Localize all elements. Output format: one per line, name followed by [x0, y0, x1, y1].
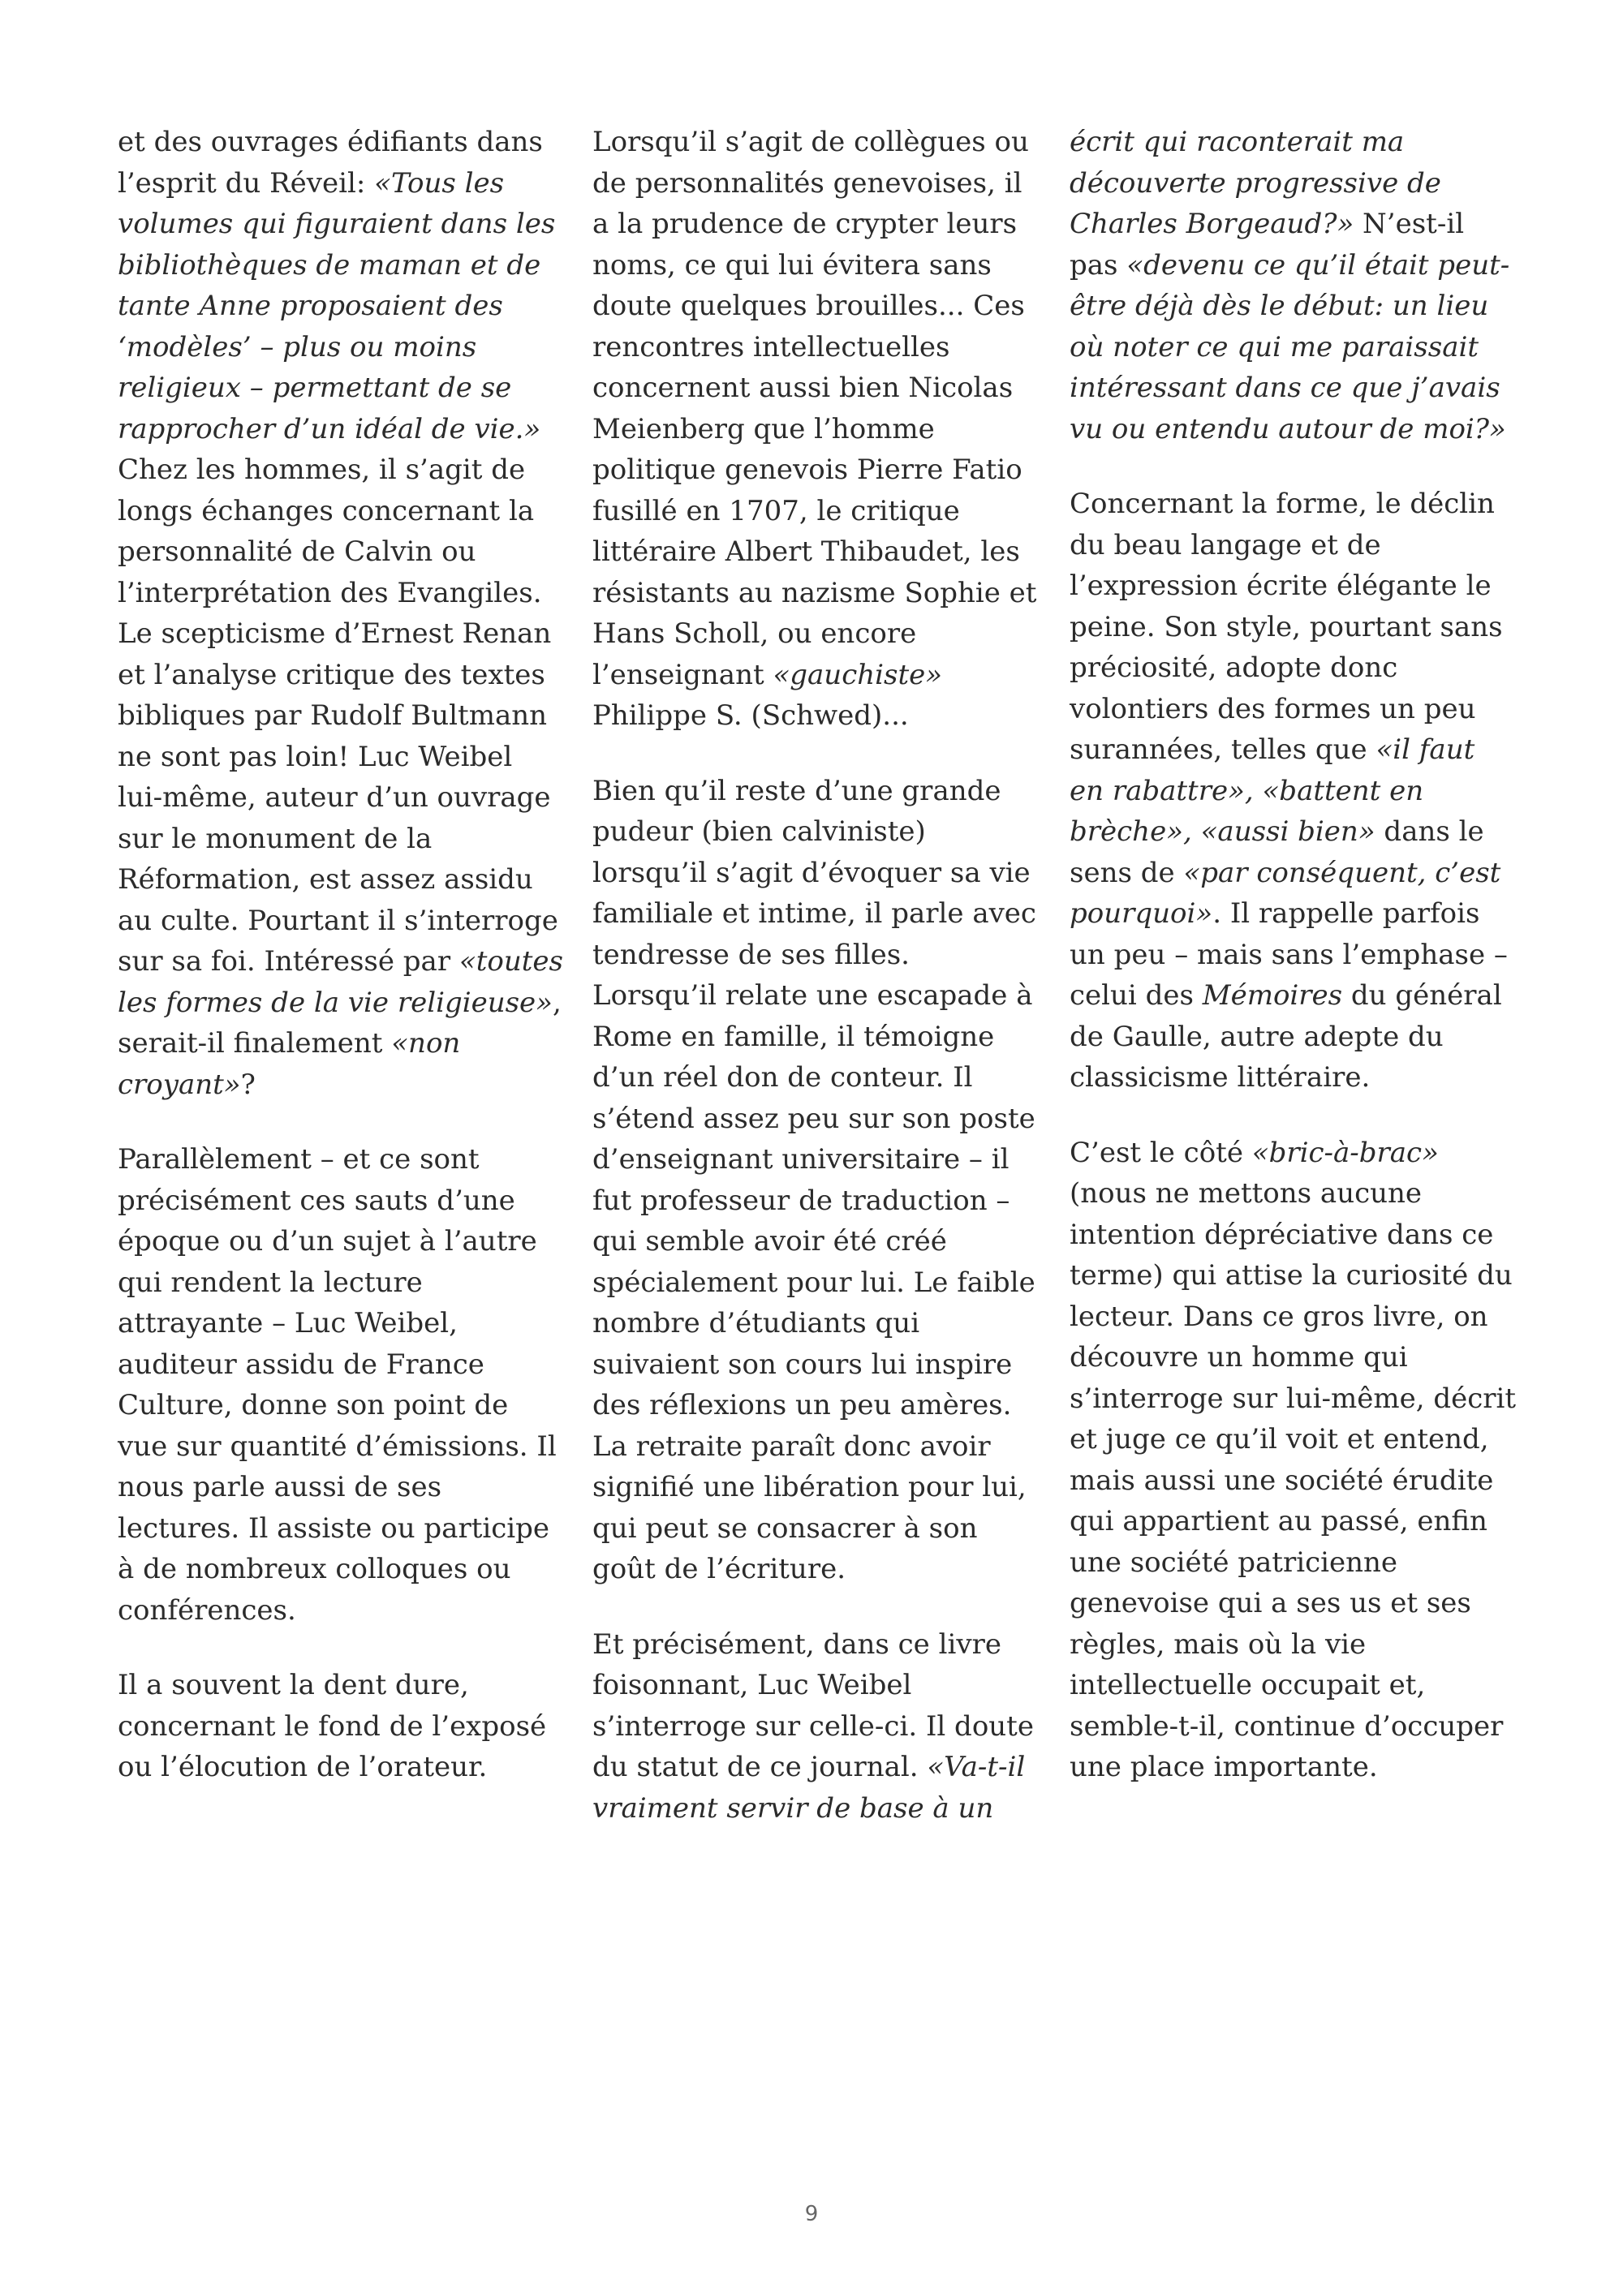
text-line — [118, 1023, 572, 1064]
text-line — [592, 1508, 1047, 1550]
text-line — [592, 1467, 1047, 1508]
text-run: de Gaulle, autre adepte du — [1070, 1020, 1444, 1053]
text-line — [592, 771, 1047, 812]
text-run: Réformation, est assez assidu — [118, 863, 533, 896]
text-run: Hans Scholl, ou encore — [592, 617, 917, 650]
italic-text: «gauchiste» — [773, 658, 943, 691]
text-run: goût de l’écriture. — [592, 1553, 846, 1585]
text-line — [1070, 853, 1524, 894]
paragraph — [118, 122, 572, 1105]
text-line — [118, 1385, 572, 1426]
text-line — [118, 531, 572, 573]
paragraph — [592, 1624, 1047, 1829]
paragraph — [1070, 1133, 1524, 1788]
text-run: Et précisément, dans ce livre — [592, 1627, 1001, 1661]
text-run: Chez les hommes, il s’agit de — [118, 454, 526, 486]
text-run: un peu – mais sans l’emphase – — [1070, 938, 1508, 971]
italic-text: Charles Borgeaud?» — [1070, 208, 1354, 240]
text-line — [1070, 771, 1524, 812]
text-run: de personnalités genevoises, il — [592, 166, 1022, 200]
text-run: et l’analyse critique des textes — [118, 658, 545, 691]
text-line — [592, 286, 1047, 327]
text-run: à de nombreux colloques ou — [118, 1553, 511, 1585]
text-run: qui rendent la lecture — [118, 1266, 423, 1299]
text-column-2 — [592, 122, 1047, 1863]
text-line — [118, 737, 572, 778]
text-run: (nous ne mettons aucune — [1070, 1177, 1423, 1210]
text-line — [1070, 1583, 1524, 1624]
text-line — [592, 163, 1047, 204]
text-line — [118, 368, 572, 409]
italic-text: «Tous les — [374, 166, 505, 200]
text-run: précisément ces sauts d’une — [118, 1184, 515, 1217]
text-line — [118, 1508, 572, 1550]
text-line — [1070, 729, 1524, 771]
text-run: s’étend assez peu sur son poste — [592, 1102, 1035, 1135]
text-line — [592, 853, 1047, 894]
text-line — [592, 204, 1047, 245]
text-line — [592, 409, 1047, 450]
text-run: Meienberg que l’homme — [592, 412, 935, 445]
text-run: s’interroge sur celle-ci. Il doute — [592, 1709, 1034, 1743]
text-line — [118, 1139, 572, 1180]
page-number: 9 — [804, 2202, 819, 2226]
text-run: C’est le côté — [1070, 1136, 1252, 1169]
text-line — [118, 1549, 572, 1590]
italic-text: en rabattre», «battent en — [1070, 774, 1424, 807]
text-line — [1070, 245, 1524, 286]
text-line — [118, 695, 572, 737]
text-line — [1070, 1624, 1524, 1666]
text-run: ne sont pas loin! Luc Weibel — [118, 740, 513, 773]
text-line — [118, 449, 572, 491]
text-line — [592, 449, 1047, 491]
text-run: du beau langage et de — [1070, 528, 1381, 561]
italic-text: religieux – permettant de se — [118, 372, 512, 404]
text-line — [592, 1624, 1047, 1666]
text-run: concernant le fond de l’exposé — [118, 1709, 547, 1743]
text-run: l’expression écrite élégante le — [1070, 570, 1492, 602]
text-run: Lorsqu’il relate une escapade à — [592, 979, 1033, 1012]
text-line — [118, 1747, 572, 1788]
text-run: fusillé en 1707, le critique — [592, 494, 960, 527]
text-run: lui-même, auteur d’un ouvrage — [118, 781, 551, 814]
text-run: l’esprit du Réveil: — [118, 166, 375, 200]
text-run: spécialement pour lui. Le faible — [592, 1266, 1035, 1299]
text-line — [118, 204, 572, 245]
text-line — [592, 1665, 1047, 1706]
italic-text: où noter ce qui me paraissait — [1070, 330, 1479, 363]
text-run: noms, ce qui lui évitera sans — [592, 248, 992, 282]
text-run: auditeur assidu de France — [118, 1348, 484, 1381]
text-run: d’enseignant universitaire – il — [592, 1143, 1010, 1176]
text-run: s’interroge sur lui-même, décrit — [1070, 1382, 1517, 1415]
text-run: , — [552, 986, 562, 1019]
text-run: rencontres intellectuelles — [592, 330, 950, 363]
text-line — [118, 122, 572, 163]
italic-text: découverte progressive de — [1070, 166, 1441, 200]
text-run: volontiers des formes un peu — [1070, 692, 1476, 725]
text-line — [118, 982, 572, 1024]
text-run: l’enseignant — [592, 658, 773, 691]
text-line — [118, 573, 572, 614]
text-run: sur sa foi. Intéressé par — [118, 945, 459, 978]
text-line — [1070, 689, 1524, 730]
text-line — [118, 1665, 572, 1706]
text-run: une société patricienne — [1070, 1546, 1398, 1579]
text-line — [118, 1180, 572, 1222]
text-run: Concernant la forme, le déclin — [1070, 488, 1495, 520]
text-line — [1070, 368, 1524, 409]
text-run: au culte. Pourtant il s’interroge — [118, 904, 558, 937]
text-line — [592, 695, 1047, 737]
text-line — [1070, 607, 1524, 648]
text-line — [118, 286, 572, 327]
text-line — [1070, 1133, 1524, 1174]
italic-text: vu ou entendu autour de moi?» — [1070, 412, 1506, 445]
text-line — [1070, 1501, 1524, 1542]
text-line — [1070, 811, 1524, 853]
text-line — [118, 859, 572, 901]
text-line — [592, 1057, 1047, 1099]
text-run: découvre un homme qui — [1070, 1341, 1408, 1374]
text-line — [1070, 525, 1524, 566]
text-run: intention dépréciative dans ce — [1070, 1218, 1494, 1251]
text-line — [1070, 1460, 1524, 1502]
italic-text: pourquoi» — [1070, 897, 1213, 930]
text-run: Il a souvent la dent dure, — [118, 1669, 469, 1701]
text-run: mais aussi une société érudite — [1070, 1464, 1494, 1497]
text-run: longs échanges concernant la — [118, 494, 535, 527]
text-run: bibliques par Rudolf Bultmann — [118, 699, 548, 732]
text-line — [1070, 565, 1524, 607]
text-run: lorsqu’il s’agit d’évoquer sa vie — [592, 856, 1031, 889]
text-run: et des ouvrages édifiants dans — [118, 126, 543, 158]
text-run: . Il rappelle parfois — [1212, 897, 1480, 930]
text-run: Parallèlement – et ce sont — [118, 1143, 480, 1176]
text-run: pudeur (bien calviniste) — [592, 815, 926, 848]
text-line — [1070, 893, 1524, 935]
italic-text: bibliothèques de maman et de — [118, 248, 541, 282]
text-line — [118, 1344, 572, 1386]
text-line — [1070, 327, 1524, 368]
italic-text: écrit qui raconterait ma — [1070, 126, 1405, 158]
text-line — [592, 1706, 1047, 1748]
text-line — [592, 1747, 1047, 1788]
text-run: concernent aussi bien Nicolas — [592, 372, 1014, 404]
text-run: préciosité, adopte donc — [1070, 651, 1398, 684]
text-column-3 — [1070, 122, 1524, 1822]
text-line — [592, 655, 1047, 696]
text-line — [592, 1788, 1047, 1829]
text-run: du statut de ce journal. — [592, 1751, 928, 1783]
text-run: vue sur quantité d’émissions. Il — [118, 1430, 557, 1463]
text-run: celui des — [1070, 979, 1203, 1012]
text-line — [1070, 935, 1524, 976]
text-run: fut professeur de traduction – — [592, 1184, 1010, 1217]
italic-text: vraiment servir de base à un — [592, 1791, 994, 1825]
text-run: serait-il finalement — [118, 1027, 392, 1060]
italic-text: être déjà dès le début: un lieu — [1070, 290, 1489, 322]
text-line — [1070, 163, 1524, 204]
text-run: personnalité de Calvin ou — [118, 535, 476, 568]
text-line — [1070, 1542, 1524, 1584]
text-run: tendresse de ses filles. — [592, 938, 910, 971]
text-line — [1070, 1378, 1524, 1420]
text-line — [1070, 1173, 1524, 1215]
text-run: peine. Son style, pourtant sans — [1070, 610, 1503, 643]
text-line — [1070, 1419, 1524, 1460]
italic-text: «non — [391, 1027, 461, 1060]
text-run: Lorsqu’il s’agit de collègues ou — [592, 126, 1029, 158]
text-run: lectures. Il assiste ou participe — [118, 1511, 550, 1545]
text-line — [1070, 1665, 1524, 1706]
text-line — [1070, 409, 1524, 450]
text-run: ? — [240, 1068, 256, 1101]
italic-text: les formes de la vie religieuse» — [118, 986, 553, 1019]
text-run: Philippe S. (Schwed)... — [592, 699, 909, 732]
italic-text: intéressant dans ce que j’avais — [1070, 372, 1500, 404]
text-line — [592, 491, 1047, 532]
text-line — [592, 811, 1047, 853]
text-run: Le scepticisme d’Ernest Renan — [118, 617, 552, 650]
text-run: dans le — [1375, 815, 1484, 848]
text-run: familiale et intime, il parle avec — [592, 897, 1036, 930]
italic-text: Mémoires — [1202, 979, 1343, 1012]
paragraph — [118, 1665, 572, 1788]
paragraph — [118, 1139, 572, 1631]
italic-text: volumes qui figuraient dans les — [118, 208, 556, 240]
text-run: Bien qu’il reste d’une grande — [592, 774, 1001, 807]
text-line — [1070, 1215, 1524, 1256]
text-line — [118, 777, 572, 819]
text-run: sens de — [1070, 856, 1184, 889]
text-run: d’un réel don de conteur. Il — [592, 1061, 973, 1094]
text-line — [118, 245, 572, 286]
text-line — [592, 1139, 1047, 1180]
text-line — [1070, 1747, 1524, 1788]
text-line — [592, 613, 1047, 655]
text-run: signifié une libération pour lui, — [592, 1471, 1027, 1503]
text-line — [592, 573, 1047, 614]
text-line — [118, 1262, 572, 1304]
text-line — [118, 1426, 572, 1468]
text-run: résistants au nazisme Sophie et — [592, 576, 1037, 609]
italic-text: «toutes — [458, 945, 563, 978]
text-line — [118, 409, 572, 450]
text-line — [592, 245, 1047, 286]
text-line — [118, 1706, 572, 1748]
text-run: attrayante – Luc Weibel, — [118, 1307, 458, 1339]
text-line — [592, 122, 1047, 163]
text-line — [118, 819, 572, 860]
text-line — [592, 1385, 1047, 1426]
text-line — [1070, 1255, 1524, 1296]
text-line — [118, 655, 572, 696]
text-line — [592, 1221, 1047, 1262]
text-run: ou l’élocution de l’orateur. — [118, 1751, 488, 1783]
text-line — [1070, 122, 1524, 163]
text-run: a la prudence de crypter leurs — [592, 208, 1018, 240]
text-run: classicisme littéraire. — [1070, 1061, 1371, 1094]
text-line — [592, 975, 1047, 1017]
text-run: et juge ce qu’il voit et entend, — [1070, 1423, 1489, 1455]
text-run: qui appartient au passé, enfin — [1070, 1505, 1487, 1537]
text-line — [118, 1467, 572, 1508]
text-line — [118, 1590, 572, 1632]
text-run: une place importante. — [1070, 1751, 1378, 1783]
text-line — [1070, 975, 1524, 1017]
text-line — [118, 163, 572, 204]
text-run: nombre d’étudiants qui — [592, 1307, 920, 1339]
text-line — [118, 491, 572, 532]
text-line — [118, 1303, 572, 1344]
text-run: lecteur. Dans ce gros livre, on — [1070, 1300, 1488, 1333]
text-line — [592, 935, 1047, 976]
text-run: conférences. — [118, 1593, 296, 1627]
text-line — [1070, 1706, 1524, 1748]
text-column-1 — [118, 122, 572, 1822]
paragraph — [1070, 122, 1524, 449]
text-run: des réflexions un peu amères. — [592, 1389, 1012, 1421]
text-run: qui semble avoir été créé — [592, 1225, 947, 1258]
text-run: intellectuelle occupait et, — [1070, 1669, 1426, 1701]
italic-text: tante Anne proposaient des — [118, 290, 503, 322]
text-line — [118, 1064, 572, 1106]
text-line — [592, 1549, 1047, 1590]
text-line — [1070, 204, 1524, 245]
text-line — [118, 613, 572, 655]
text-line — [592, 1017, 1047, 1058]
text-run: suivaient son cours lui inspire — [592, 1348, 1013, 1381]
italic-text: croyant» — [118, 1068, 241, 1101]
italic-text: «devenu ce qu’il était peut- — [1126, 248, 1510, 282]
italic-text: «Va-t-il — [927, 1751, 1026, 1783]
text-run: époque ou d’un sujet à l’autre — [118, 1225, 537, 1258]
text-line — [1070, 286, 1524, 327]
text-run: Culture, donne son point de — [118, 1389, 509, 1421]
italic-text: ‘modèles’ – plus ou moins — [118, 330, 477, 363]
text-line — [118, 901, 572, 942]
text-run: littéraire Albert Thibaudet, les — [592, 535, 1020, 568]
text-line — [592, 1344, 1047, 1386]
text-line — [1070, 1017, 1524, 1058]
text-run: sur le monument de la — [118, 822, 433, 855]
text-line — [1070, 1337, 1524, 1378]
text-run: Rome en famille, il témoigne — [592, 1020, 995, 1053]
text-line — [592, 1180, 1047, 1222]
italic-text: brèche», «aussi bien» — [1070, 815, 1375, 848]
text-line — [592, 531, 1047, 573]
text-run: du général — [1342, 979, 1502, 1012]
paragraph — [1070, 484, 1524, 1099]
italic-text: «bric-à-brac» — [1251, 1136, 1439, 1169]
text-line — [1070, 484, 1524, 525]
text-run: surannées, telles que — [1070, 733, 1376, 766]
text-line — [1070, 1296, 1524, 1338]
text-line — [592, 1099, 1047, 1140]
text-run: N’est-il — [1354, 208, 1465, 240]
text-line — [592, 1426, 1047, 1468]
text-run: La retraite paraît donc avoir — [592, 1430, 991, 1463]
text-run: genevoise qui a ses us et ses — [1070, 1587, 1471, 1619]
text-run: doute quelques brouilles... Ces — [592, 290, 1025, 322]
text-run: politique genevois Pierre Fatio — [592, 454, 1022, 486]
text-run: pas — [1070, 248, 1127, 282]
text-run: l’interprétation des Evangiles. — [118, 576, 542, 609]
text-line — [592, 327, 1047, 368]
italic-text: «il faut — [1375, 733, 1475, 766]
text-run: nous parle aussi de ses — [118, 1471, 442, 1503]
text-line — [592, 1262, 1047, 1304]
text-line — [118, 1221, 572, 1262]
text-run: foisonnant, Luc Weibel — [592, 1669, 912, 1701]
text-line — [118, 941, 572, 982]
text-run: semble-t-il, continue d’occuper — [1070, 1709, 1504, 1743]
paragraph — [592, 771, 1047, 1590]
text-line — [1070, 647, 1524, 689]
text-run: règles, mais où la vie — [1070, 1627, 1367, 1661]
italic-text: «par conséquent, c’est — [1183, 856, 1501, 889]
text-line — [118, 327, 572, 368]
text-line — [592, 368, 1047, 409]
text-line — [592, 893, 1047, 935]
paragraph — [592, 122, 1047, 737]
italic-text: rapprocher d’un idéal de vie.» — [118, 412, 541, 445]
text-run: qui peut se consacrer à son — [592, 1511, 978, 1545]
text-line — [592, 1303, 1047, 1344]
text-run: terme) qui attise la curiosité du — [1070, 1259, 1513, 1292]
text-line — [1070, 1057, 1524, 1099]
